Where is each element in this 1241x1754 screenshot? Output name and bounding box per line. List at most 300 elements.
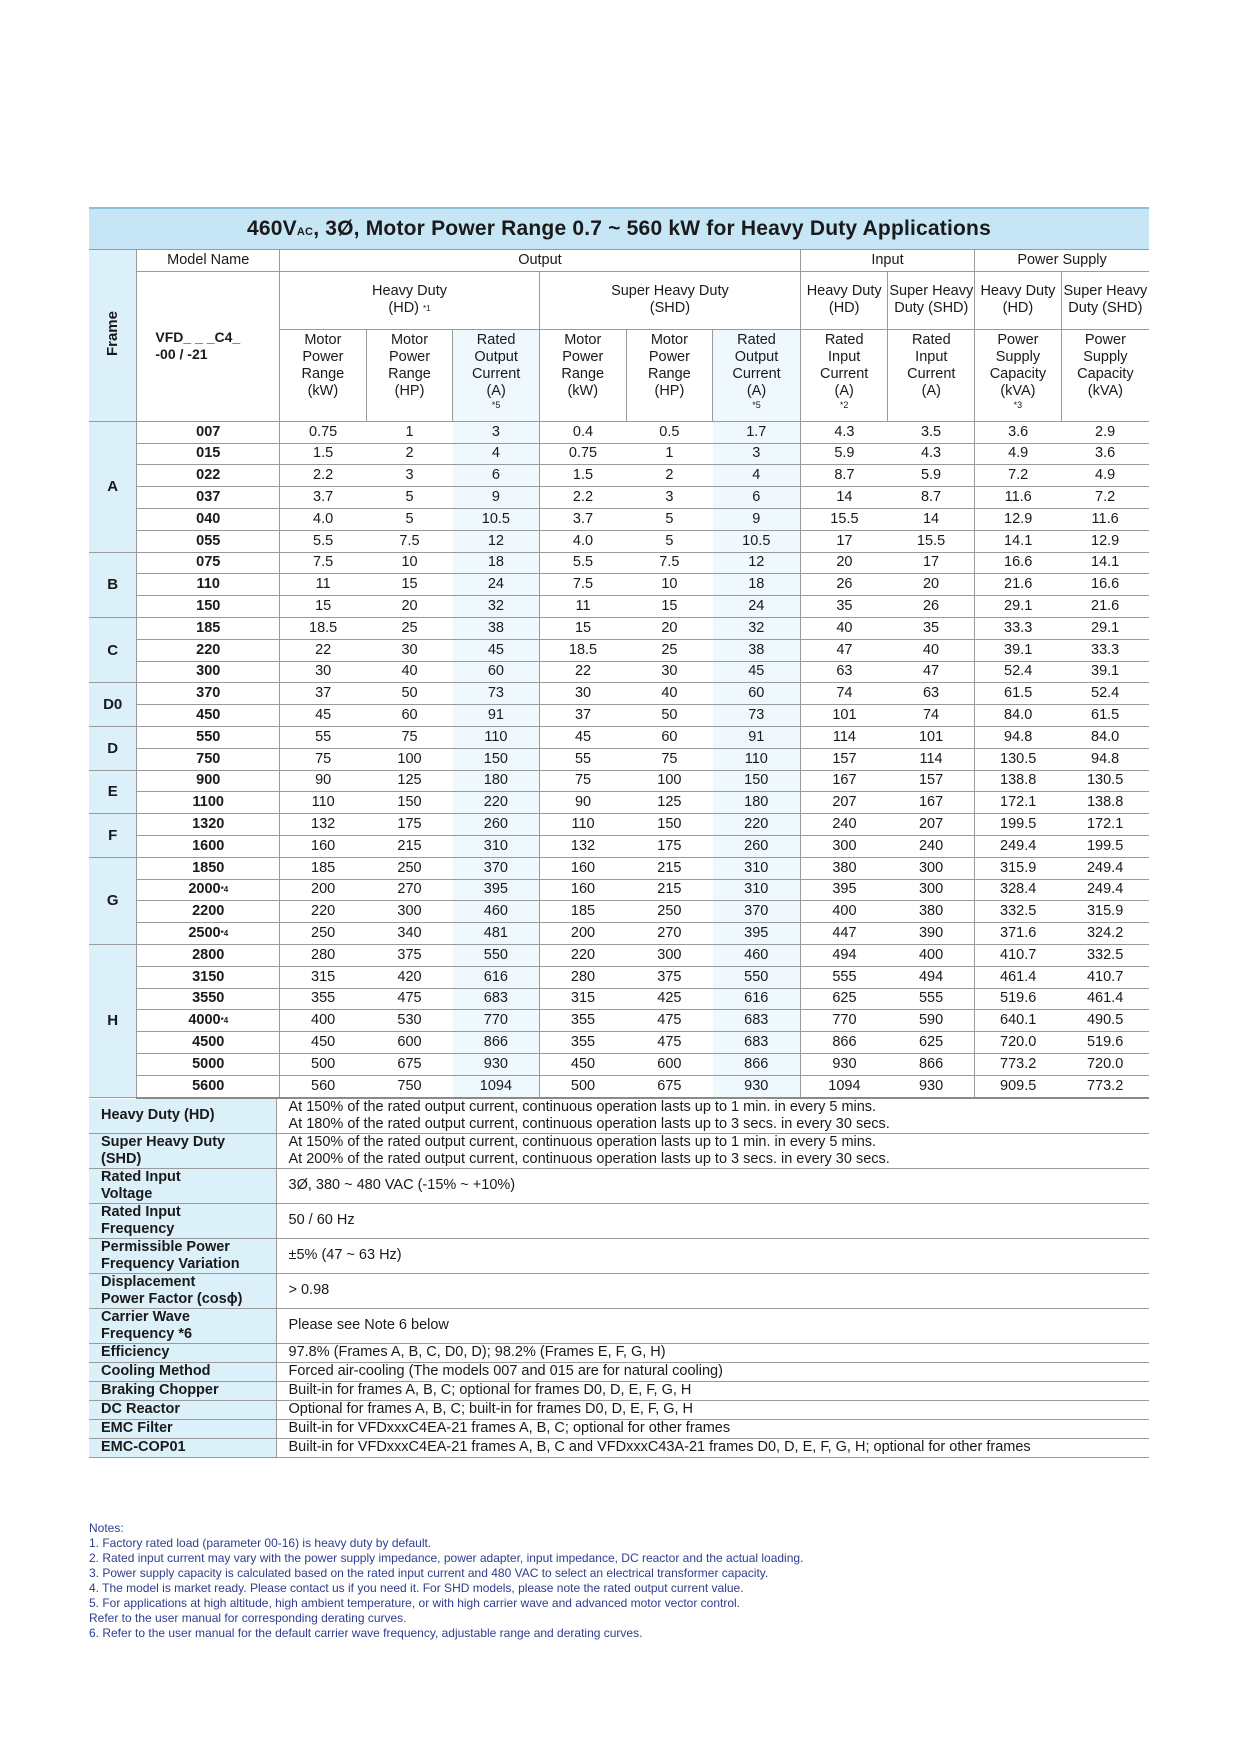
column-header-line: Rated bbox=[737, 331, 776, 348]
data-cell: 4.3 bbox=[888, 443, 975, 465]
data-cell: 7.5 bbox=[626, 552, 713, 574]
data-cell: 616 bbox=[453, 966, 540, 988]
data-cell: 8.7 bbox=[888, 487, 975, 509]
power-supply-header: Power Supply bbox=[975, 250, 1149, 272]
model-cell bbox=[137, 1032, 280, 1054]
data-cell: 675 bbox=[366, 1053, 453, 1075]
column-header-6 bbox=[800, 329, 888, 421]
data-cell: 9 bbox=[713, 508, 801, 530]
property-label-line: Heavy Duty (HD) bbox=[101, 1107, 215, 1123]
table-row bbox=[89, 857, 1149, 879]
data-cell: 220 bbox=[280, 901, 367, 923]
table-row bbox=[89, 465, 1149, 487]
data-cell: 215 bbox=[366, 835, 453, 857]
data-cell: 300 bbox=[626, 944, 713, 966]
data-cell: 33.3 bbox=[975, 617, 1062, 639]
data-cell: 37 bbox=[280, 683, 367, 705]
property-value bbox=[276, 1419, 1149, 1438]
property-value-line: 3Ø, 380 ~ 480 VAC (-15% ~ +10%) bbox=[288, 1177, 516, 1193]
data-cell: 4.9 bbox=[1061, 465, 1149, 487]
model-cell bbox=[137, 770, 280, 792]
table-row bbox=[89, 552, 1149, 574]
data-cell: 10 bbox=[626, 574, 713, 596]
data-cell: 400 bbox=[800, 901, 888, 923]
data-cell: 125 bbox=[626, 792, 713, 814]
data-cell: 110 bbox=[453, 726, 540, 748]
ps-shd-header: Super Heavy Duty (SHD) bbox=[1061, 271, 1149, 329]
property-value-line: Forced air-cooling (The models 007 and 015 are for natural cooling) bbox=[288, 1363, 723, 1379]
property-value-line: At 180% of the rated output current, continuous operation lasts up to 3 secs. in every 30 secs. bbox=[288, 1115, 890, 1132]
data-cell: 675 bbox=[626, 1075, 713, 1097]
frame-cell: H bbox=[89, 944, 137, 1097]
frame-cell: G bbox=[89, 857, 137, 944]
data-cell: 590 bbox=[888, 1010, 975, 1032]
table-row bbox=[89, 574, 1149, 596]
model-cell bbox=[137, 814, 280, 836]
column-header-line: Supply bbox=[995, 348, 1041, 365]
frame-cell: C bbox=[89, 617, 137, 682]
data-cell: 37 bbox=[539, 705, 626, 727]
model-number: 3150 bbox=[192, 968, 225, 985]
data-cell: 200 bbox=[539, 923, 626, 945]
property-value bbox=[276, 1099, 1149, 1134]
table-row bbox=[89, 617, 1149, 639]
data-cell: 260 bbox=[453, 814, 540, 836]
column-header-line: Power bbox=[1084, 331, 1126, 348]
property-label-line: Carrier Wave bbox=[101, 1308, 190, 1325]
data-cell: 55 bbox=[280, 726, 367, 748]
data-cell: 3 bbox=[713, 443, 801, 465]
data-cell: 371.6 bbox=[975, 923, 1062, 945]
column-header-line: Rated bbox=[911, 331, 951, 348]
column-header-line: Current bbox=[819, 365, 869, 382]
spec-table bbox=[89, 249, 1149, 1099]
property-label-line: Rated Input bbox=[101, 1203, 181, 1220]
data-cell: 15.5 bbox=[800, 508, 888, 530]
data-cell: 0.75 bbox=[280, 421, 367, 443]
data-cell: 74 bbox=[888, 705, 975, 727]
data-cell: 770 bbox=[800, 1010, 888, 1032]
input-hd-header: Heavy Duty (HD) bbox=[800, 271, 888, 329]
hd-group-label: Heavy Duty bbox=[372, 283, 447, 300]
data-cell: 260 bbox=[713, 835, 801, 857]
property-row bbox=[89, 1362, 1149, 1381]
data-cell: 39.1 bbox=[1061, 661, 1149, 683]
data-cell: 60 bbox=[713, 683, 801, 705]
column-header-line: (kVA) bbox=[1000, 382, 1036, 399]
data-cell: 132 bbox=[280, 814, 367, 836]
data-cell: 11 bbox=[539, 596, 626, 618]
property-value bbox=[276, 1343, 1149, 1362]
column-header-line: Rated bbox=[824, 331, 864, 348]
data-cell: 21.6 bbox=[975, 574, 1062, 596]
data-cell: 375 bbox=[626, 966, 713, 988]
table-row bbox=[89, 988, 1149, 1010]
data-cell: 50 bbox=[626, 705, 713, 727]
model-cell bbox=[137, 1075, 280, 1097]
table-row bbox=[89, 835, 1149, 857]
model-number: 022 bbox=[196, 467, 221, 484]
data-cell: 550 bbox=[453, 944, 540, 966]
data-cell: 52.4 bbox=[975, 661, 1062, 683]
frame-cell: E bbox=[89, 770, 137, 814]
data-cell: 0.4 bbox=[539, 421, 626, 443]
model-cell bbox=[137, 617, 280, 639]
property-label bbox=[89, 1362, 276, 1381]
property-row bbox=[89, 1133, 1149, 1168]
data-cell: 5 bbox=[366, 508, 453, 530]
property-value-line: 50 / 60 Hz bbox=[288, 1212, 355, 1228]
data-cell: 52.4 bbox=[1061, 683, 1149, 705]
data-cell: 110 bbox=[713, 748, 801, 770]
table-row bbox=[89, 1075, 1149, 1097]
data-cell: 61.5 bbox=[1061, 705, 1149, 727]
column-header-line: Motor bbox=[650, 331, 688, 348]
data-cell: 74 bbox=[800, 683, 888, 705]
frame-cell: F bbox=[89, 814, 137, 858]
data-cell: 35 bbox=[888, 617, 975, 639]
frame-cell: B bbox=[89, 552, 137, 617]
data-cell: 2 bbox=[366, 443, 453, 465]
data-cell: 33.3 bbox=[1061, 639, 1149, 661]
property-label-line: Rated Input bbox=[101, 1168, 181, 1185]
data-cell: 50 bbox=[366, 683, 453, 705]
data-cell: 773.2 bbox=[975, 1053, 1062, 1075]
property-value bbox=[276, 1362, 1149, 1381]
model-cell bbox=[137, 748, 280, 770]
note-line: Refer to the user manual for corresponding derating curves. bbox=[89, 1611, 407, 1625]
column-header-2 bbox=[453, 329, 540, 421]
data-cell: 61.5 bbox=[975, 683, 1062, 705]
data-cell: 25 bbox=[366, 617, 453, 639]
model-number: 300 bbox=[196, 663, 221, 680]
data-cell: 7.5 bbox=[280, 552, 367, 574]
data-cell: 395 bbox=[800, 879, 888, 901]
property-value bbox=[276, 1308, 1149, 1343]
data-cell: 310 bbox=[453, 835, 540, 857]
column-header-line: (kW) bbox=[307, 382, 339, 399]
data-cell: 4.3 bbox=[800, 421, 888, 443]
data-cell: 625 bbox=[800, 988, 888, 1010]
data-cell: 930 bbox=[453, 1053, 540, 1075]
data-cell: 481 bbox=[453, 923, 540, 945]
data-cell: 625 bbox=[888, 1032, 975, 1054]
column-header-line: (HP) bbox=[394, 382, 425, 399]
data-cell: 5.9 bbox=[888, 465, 975, 487]
note-line: Notes: bbox=[89, 1521, 124, 1535]
column-header-line: Input bbox=[915, 348, 948, 365]
frame-cell: A bbox=[89, 421, 137, 552]
column-header-line: Range bbox=[301, 365, 345, 382]
property-label-line: Frequency *6 bbox=[101, 1325, 193, 1342]
model-number: 1100 bbox=[192, 794, 224, 811]
data-cell: 490.5 bbox=[1061, 1010, 1149, 1032]
data-cell: 172.1 bbox=[1061, 814, 1149, 836]
vfd-model-header bbox=[137, 271, 280, 421]
column-header-note: *2 bbox=[839, 399, 849, 410]
data-cell: 94.8 bbox=[1061, 748, 1149, 770]
data-cell: 460 bbox=[453, 901, 540, 923]
data-cell: 207 bbox=[800, 792, 888, 814]
data-cell: 75 bbox=[626, 748, 713, 770]
data-cell: 114 bbox=[888, 748, 975, 770]
data-cell: 720.0 bbox=[975, 1032, 1062, 1054]
model-cell bbox=[137, 901, 280, 923]
data-cell: 17 bbox=[800, 530, 888, 552]
note-line: 4. The model is market ready. Please contact us if you need it. For SHD models, please note the rated output current value. bbox=[89, 1581, 744, 1595]
model-number: 040 bbox=[196, 510, 221, 527]
data-cell: 114 bbox=[800, 726, 888, 748]
data-cell: 866 bbox=[888, 1053, 975, 1075]
data-cell: 250 bbox=[626, 901, 713, 923]
data-cell: 3 bbox=[626, 487, 713, 509]
data-cell: 447 bbox=[800, 923, 888, 945]
vfd-model-line2: -00 / -21 bbox=[155, 346, 208, 363]
data-cell: 380 bbox=[888, 901, 975, 923]
model-cell bbox=[137, 726, 280, 748]
data-cell: 355 bbox=[280, 988, 367, 1010]
property-label-line: Efficiency bbox=[101, 1344, 170, 1360]
data-cell: 395 bbox=[453, 879, 540, 901]
input-shd-header: Super Heavy Duty (SHD) bbox=[888, 271, 975, 329]
notes bbox=[89, 1521, 1149, 1641]
model-cell bbox=[137, 421, 280, 443]
data-cell: 324.2 bbox=[1061, 923, 1149, 945]
data-cell: 32 bbox=[713, 617, 801, 639]
data-cell: 315.9 bbox=[975, 857, 1062, 879]
data-cell: 683 bbox=[453, 988, 540, 1010]
property-label bbox=[89, 1343, 276, 1362]
data-cell: 249.4 bbox=[975, 835, 1062, 857]
model-number: 220 bbox=[196, 641, 221, 658]
model-cell bbox=[137, 552, 280, 574]
column-header-note: *5 bbox=[491, 399, 501, 410]
data-cell: 500 bbox=[539, 1075, 626, 1097]
data-cell: 280 bbox=[539, 966, 626, 988]
data-cell: 75 bbox=[366, 726, 453, 748]
table-row bbox=[89, 770, 1149, 792]
data-cell: 280 bbox=[280, 944, 367, 966]
property-label bbox=[89, 1381, 276, 1400]
data-cell: 220 bbox=[713, 814, 801, 836]
model-number: 2200 bbox=[192, 903, 225, 920]
property-label bbox=[89, 1168, 276, 1203]
column-header-line: Range bbox=[388, 365, 431, 382]
property-row bbox=[89, 1308, 1149, 1343]
model-cell bbox=[137, 443, 280, 465]
column-header-1 bbox=[366, 329, 453, 421]
data-cell: 355 bbox=[539, 1010, 626, 1032]
data-cell: 500 bbox=[280, 1053, 367, 1075]
data-cell: 14.1 bbox=[975, 530, 1062, 552]
column-header-note: *3 bbox=[1013, 399, 1023, 410]
data-cell: 375 bbox=[366, 944, 453, 966]
data-cell: 12 bbox=[453, 530, 540, 552]
data-cell: 1094 bbox=[453, 1075, 540, 1097]
data-cell: 461.4 bbox=[1061, 988, 1149, 1010]
model-number: 2800 bbox=[192, 946, 225, 963]
property-value-line: Optional for frames A, B, C; built-in for frames D0, D, E, F, G, H bbox=[288, 1401, 694, 1417]
column-header-line: Supply bbox=[1083, 348, 1128, 365]
property-value-line: > 0.98 bbox=[288, 1282, 330, 1298]
property-row bbox=[89, 1203, 1149, 1238]
column-header-line: (kW) bbox=[567, 382, 599, 399]
model-number: 1320 bbox=[192, 816, 225, 833]
model-cell bbox=[137, 857, 280, 879]
property-label bbox=[89, 1438, 276, 1457]
property-label bbox=[89, 1400, 276, 1419]
data-cell: 20 bbox=[626, 617, 713, 639]
data-cell: 460 bbox=[713, 944, 801, 966]
data-cell: 138.8 bbox=[1061, 792, 1149, 814]
data-cell: 310 bbox=[713, 879, 801, 901]
data-cell: 390 bbox=[888, 923, 975, 945]
model-number: 015 bbox=[196, 445, 221, 462]
page-title bbox=[89, 207, 1149, 249]
data-cell: 11.6 bbox=[975, 487, 1062, 509]
data-cell: 60 bbox=[366, 705, 453, 727]
data-cell: 30 bbox=[366, 639, 453, 661]
column-header-line: Input bbox=[828, 348, 861, 365]
model-number: 110 bbox=[196, 576, 220, 593]
data-cell: 15 bbox=[539, 617, 626, 639]
data-cell: 175 bbox=[626, 835, 713, 857]
data-cell: 909.5 bbox=[975, 1075, 1062, 1097]
model-cell bbox=[137, 705, 280, 727]
model-number: 450 bbox=[196, 707, 221, 724]
data-cell: 315.9 bbox=[1061, 901, 1149, 923]
property-label-line: EMC-COP01 bbox=[101, 1439, 186, 1455]
data-cell: 35 bbox=[800, 596, 888, 618]
data-cell: 38 bbox=[713, 639, 801, 661]
property-label bbox=[89, 1273, 276, 1308]
table-row bbox=[89, 596, 1149, 618]
property-value-line: 97.8% (Frames A, B, C, D0, D); 98.2% (Frames E, F, G, H) bbox=[288, 1344, 666, 1360]
table-row bbox=[89, 1010, 1149, 1032]
data-cell: 12 bbox=[713, 552, 801, 574]
properties-table bbox=[89, 1099, 1149, 1458]
data-cell: 38 bbox=[453, 617, 540, 639]
data-cell: 130.5 bbox=[975, 748, 1062, 770]
data-cell: 770 bbox=[453, 1010, 540, 1032]
table-row bbox=[89, 508, 1149, 530]
data-cell: 75 bbox=[539, 770, 626, 792]
property-value bbox=[276, 1238, 1149, 1273]
data-cell: 1.5 bbox=[280, 443, 367, 465]
data-cell: 110 bbox=[280, 792, 367, 814]
model-number: 1850 bbox=[192, 859, 225, 876]
data-cell: 2 bbox=[626, 465, 713, 487]
data-cell: 683 bbox=[713, 1010, 801, 1032]
data-cell: 461.4 bbox=[975, 966, 1062, 988]
property-label-line: Frequency bbox=[101, 1220, 175, 1237]
property-label-line: (SHD) bbox=[101, 1150, 142, 1167]
note-line: 1. Factory rated load (parameter 00-16) is heavy duty by default. bbox=[89, 1536, 432, 1550]
data-cell: 15 bbox=[626, 596, 713, 618]
data-cell: 7.5 bbox=[539, 574, 626, 596]
model-number: 3550 bbox=[192, 990, 225, 1007]
data-cell: 90 bbox=[280, 770, 367, 792]
data-cell: 4 bbox=[713, 465, 801, 487]
property-value bbox=[276, 1381, 1149, 1400]
note-line: 3. Power supply capacity is calculated based on the rated input current and 480 VAC to select an electrical transformer capacity. bbox=[89, 1566, 769, 1580]
model-name-header: Model Name bbox=[137, 250, 280, 272]
column-header-line: Power bbox=[388, 348, 431, 365]
spec-sheet bbox=[89, 207, 1149, 1458]
column-header-line: Range bbox=[648, 365, 691, 382]
data-cell: 1094 bbox=[800, 1075, 888, 1097]
data-cell: 7.2 bbox=[1061, 487, 1149, 509]
column-header-line: Capacity bbox=[989, 365, 1047, 382]
table-row bbox=[89, 1032, 1149, 1054]
data-cell: 519.6 bbox=[1061, 1032, 1149, 1054]
data-cell: 24 bbox=[713, 596, 801, 618]
data-cell: 2.2 bbox=[539, 487, 626, 509]
model-cell bbox=[137, 966, 280, 988]
model-number: 055 bbox=[196, 532, 221, 549]
column-header-4 bbox=[626, 329, 713, 421]
model-cell bbox=[137, 1053, 280, 1075]
model-number: 750 bbox=[196, 750, 221, 767]
table-row bbox=[89, 639, 1149, 661]
table-row bbox=[89, 1053, 1149, 1075]
data-cell: 2.9 bbox=[1061, 421, 1149, 443]
data-cell: 450 bbox=[539, 1053, 626, 1075]
data-cell: 16.6 bbox=[1061, 574, 1149, 596]
data-cell: 249.4 bbox=[1061, 879, 1149, 901]
shd-group-header bbox=[539, 271, 800, 329]
data-cell: 866 bbox=[453, 1032, 540, 1054]
table-row bbox=[89, 814, 1149, 836]
data-cell: 410.7 bbox=[975, 944, 1062, 966]
data-cell: 866 bbox=[713, 1053, 801, 1075]
model-cell bbox=[137, 530, 280, 552]
property-label-line: Voltage bbox=[101, 1185, 153, 1202]
data-cell: 160 bbox=[539, 857, 626, 879]
property-value bbox=[276, 1203, 1149, 1238]
column-header-line: (A) bbox=[746, 382, 767, 399]
data-cell: 10.5 bbox=[453, 508, 540, 530]
data-cell: 315 bbox=[280, 966, 367, 988]
data-cell: 640.1 bbox=[975, 1010, 1062, 1032]
data-cell: 3.5 bbox=[888, 421, 975, 443]
column-header-line: Power bbox=[648, 348, 690, 365]
data-cell: 6 bbox=[453, 465, 540, 487]
data-cell: 300 bbox=[888, 857, 975, 879]
data-cell: 8.7 bbox=[800, 465, 888, 487]
data-cell: 9 bbox=[453, 487, 540, 509]
table-row bbox=[89, 530, 1149, 552]
model-cell bbox=[137, 1010, 280, 1032]
data-cell: 5.5 bbox=[539, 552, 626, 574]
property-value bbox=[276, 1400, 1149, 1419]
model-cell bbox=[137, 574, 280, 596]
data-cell: 450 bbox=[280, 1032, 367, 1054]
data-cell: 45 bbox=[713, 661, 801, 683]
table-row bbox=[89, 966, 1149, 988]
data-cell: 30 bbox=[626, 661, 713, 683]
data-cell: 475 bbox=[626, 1010, 713, 1032]
data-cell: 683 bbox=[713, 1032, 801, 1054]
data-cell: 26 bbox=[800, 574, 888, 596]
model-cell bbox=[137, 879, 280, 901]
data-cell: 600 bbox=[626, 1053, 713, 1075]
data-cell: 370 bbox=[453, 857, 540, 879]
property-label-line: Braking Chopper bbox=[101, 1382, 219, 1398]
data-cell: 84.0 bbox=[975, 705, 1062, 727]
data-cell: 270 bbox=[626, 923, 713, 945]
data-cell: 130.5 bbox=[1061, 770, 1149, 792]
